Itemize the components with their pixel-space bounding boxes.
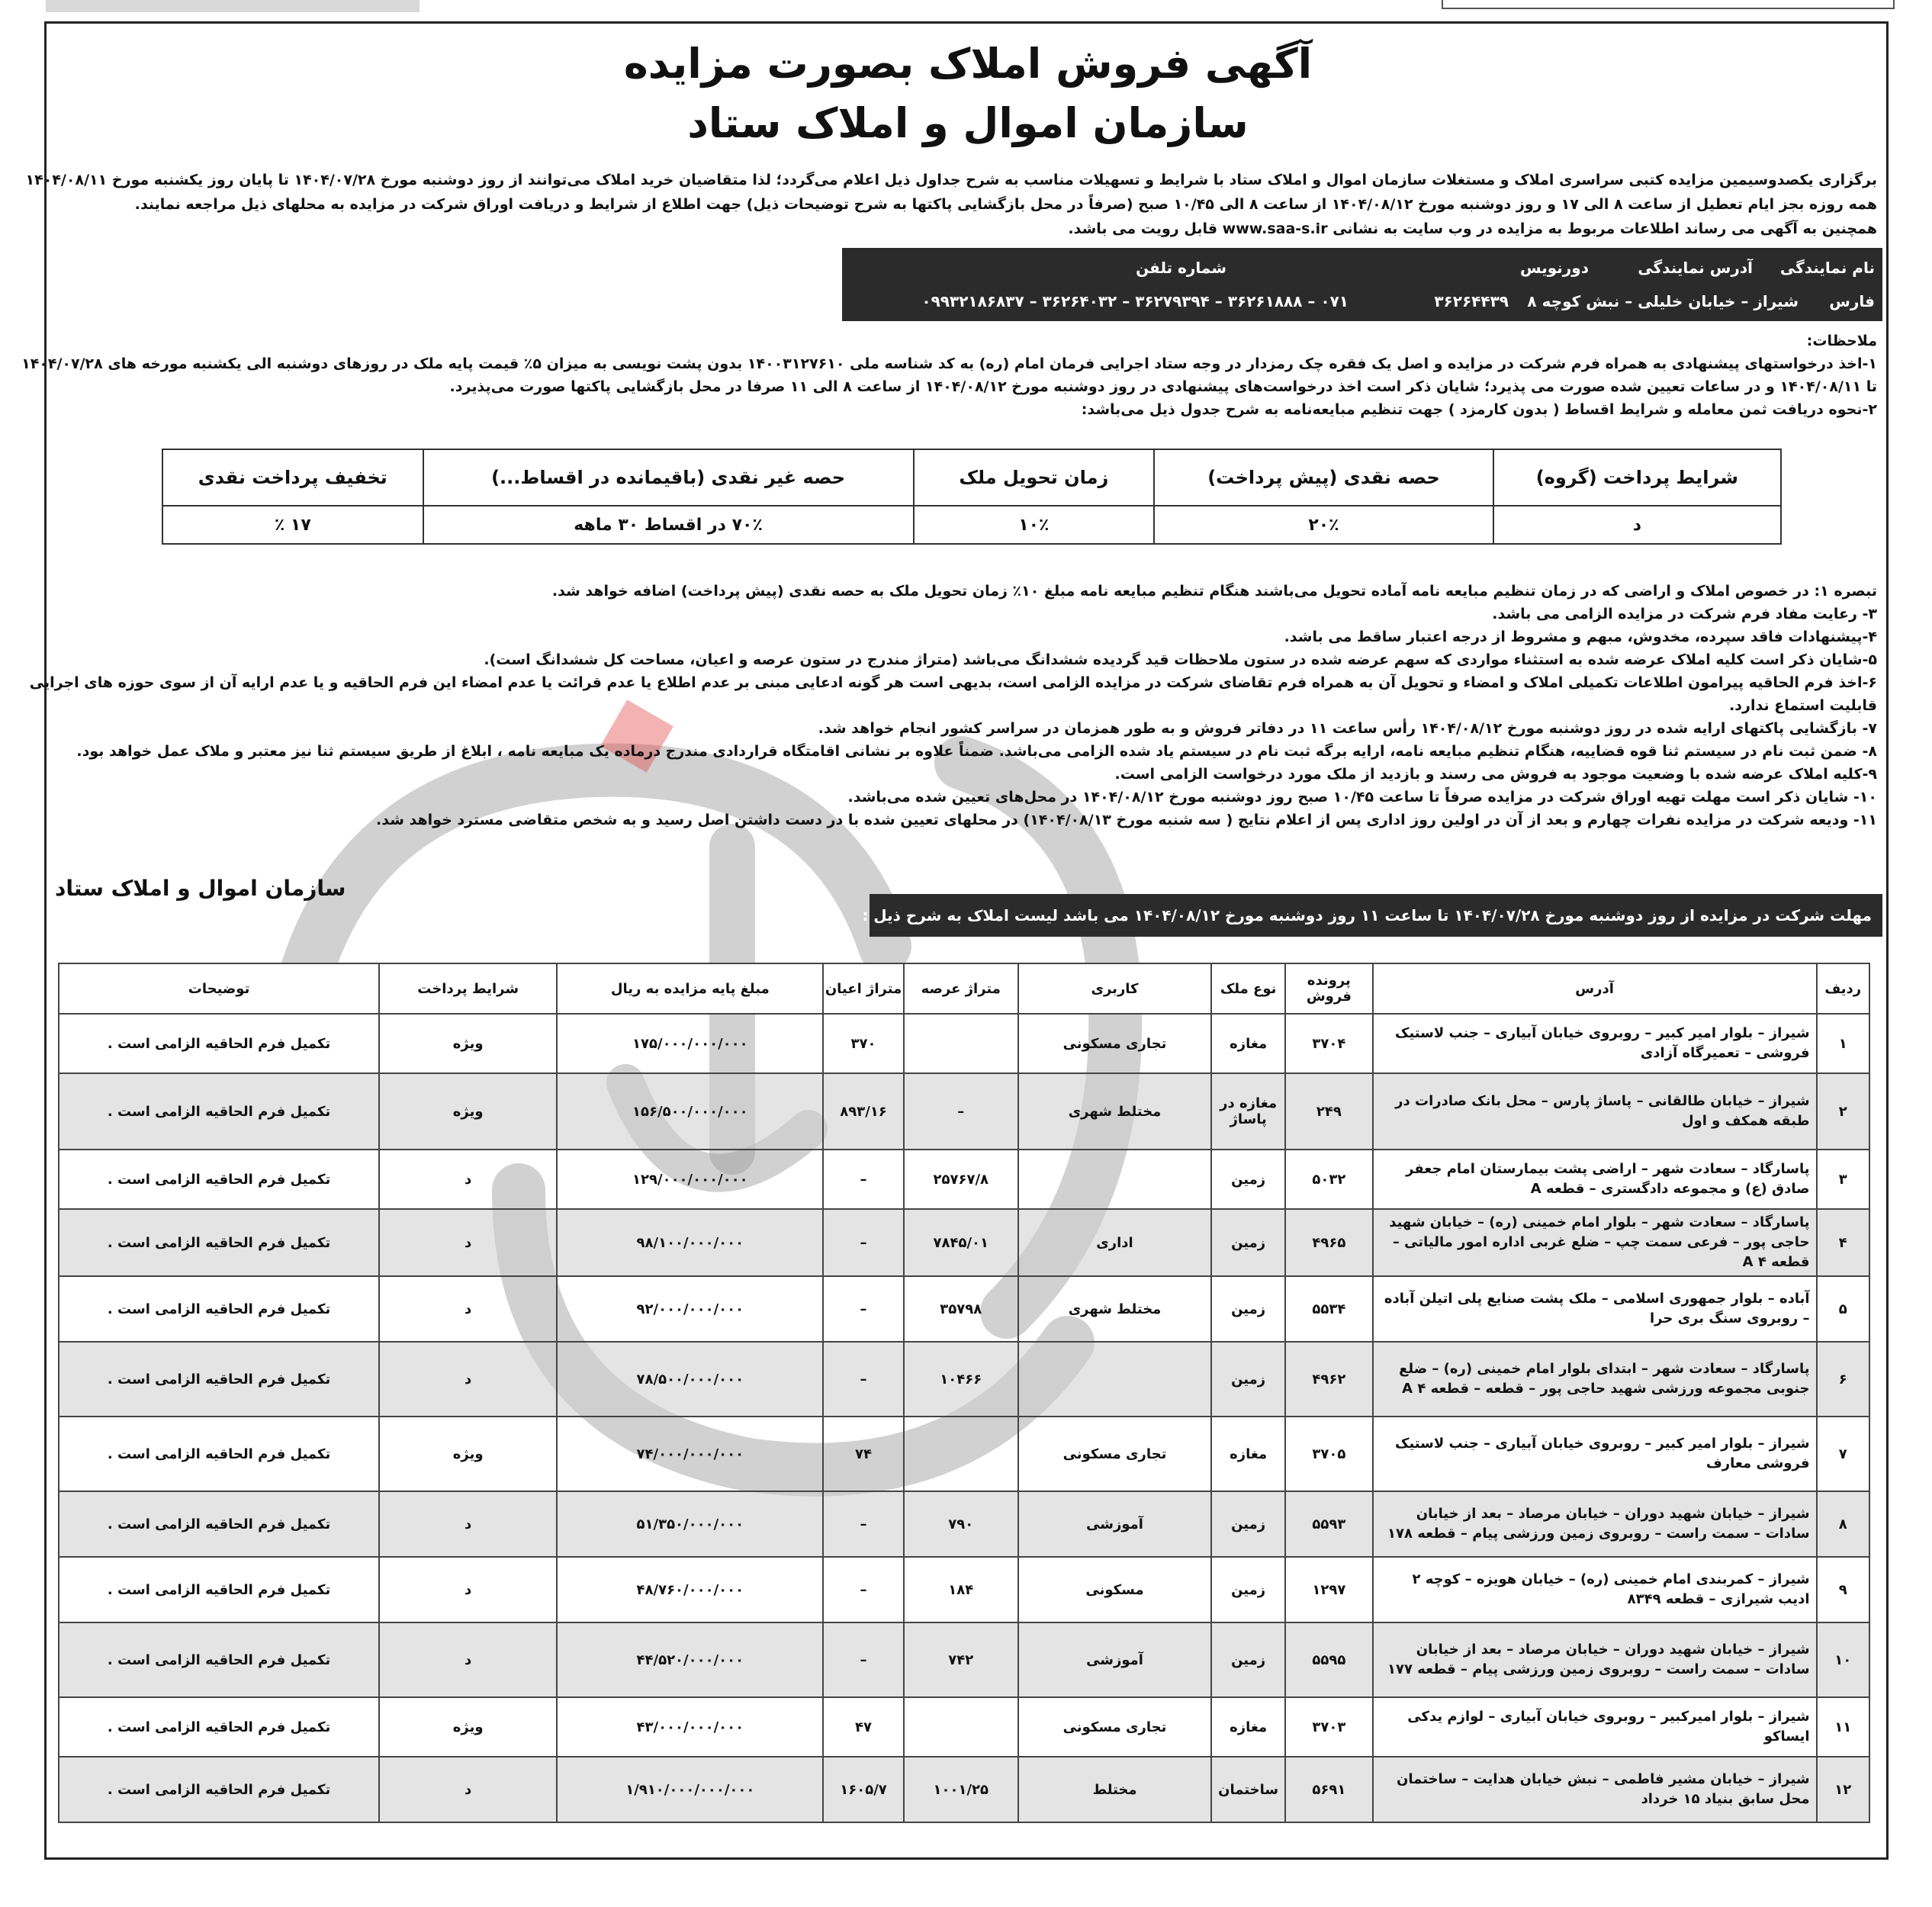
note-line: ۹-کلیه املاک عرضه شده با وضعیت موجود به فروش می رسند و بازدید از ملک مورد درخواست الزامی است.	[1114, 766, 1877, 783]
usage-cell: تجاری مسکونی	[1018, 1697, 1211, 1757]
property-type-cell: زمین	[1211, 1150, 1285, 1209]
description-cell: تکمیل فرم الحاقیه الزامی است .	[59, 1150, 379, 1209]
row-number-cell: ۳	[1817, 1150, 1869, 1209]
payment-header-row	[162, 449, 1781, 506]
sale-file-cell: ۵۵۹۳	[1285, 1491, 1372, 1557]
sale-file-cell: ۵۵۳۴	[1285, 1276, 1372, 1342]
listing-header: نوع ملک	[1211, 963, 1285, 1014]
sale-file-cell: ۳۷۰۵	[1285, 1417, 1372, 1491]
agency-address-header: آدرس نمایندگی	[1638, 259, 1753, 277]
description-cell: تکمیل فرم الحاقیه الزامی است .	[59, 1276, 379, 1342]
sale-file-cell: ۲۴۹	[1285, 1073, 1372, 1150]
payment-terms-cell: د	[379, 1622, 557, 1697]
description-cell: تکمیل فرم الحاقیه الزامی است .	[59, 1014, 379, 1073]
building-area-cell: –	[823, 1557, 903, 1622]
agency-phone: ۰۷۱ – ۳۶۲۶۱۸۸۸ – ۳۶۲۷۹۳۹۴ – ۳۶۲۶۴۰۳۲ – ۰۹۹۳۲۱۸۶۸۳۷	[921, 292, 1349, 310]
building-area-cell: ۴۷	[823, 1697, 903, 1757]
row-number-cell: ۱۱	[1817, 1697, 1869, 1757]
land-area-cell: ۱۰۰۱/۲۵	[904, 1757, 1018, 1822]
payment-terms-cell: د	[379, 1557, 557, 1622]
table-row	[59, 1417, 1869, 1491]
note-line: ۱-اخذ درخواستهای پیشنهادی به همراه فرم شرکت در مزایده و اصل یک فقره چک رمزدار در وجه ستاد اجرایی فرمان امام (ره) به کد شناسه ملی ۱۴۰۰۳۱۲۷۶۱۰ بدون پشت نویسی به میزان ۵٪ قیمت پایه ملک در روزهای دوشنبه الی یکشنبه مورخه های ۱۴۰۴/۰۷/۲۸	[21, 355, 1877, 372]
land-area-cell: ۷۸۴۵/۰۱	[904, 1209, 1018, 1276]
payment-data-row	[162, 506, 1781, 544]
property-type-cell: مغازه	[1211, 1417, 1285, 1491]
note-line: ۱۱- ودیعه شرکت در مزایده نفرات چهارم و بعد از آن در اولین روز اداری پس از اعلام نتایج ( سه شنبه مورخ ۱۴۰۴/۰۸/۱۳) در محلهای تعیین شده با در دست داشتن اصل رسید و به شخص متقاضی مسترد خواهد شد.	[376, 812, 1877, 828]
property-type-cell: مغازه	[1211, 1697, 1285, 1757]
land-area-cell	[904, 1417, 1018, 1491]
listing-body	[59, 1014, 1869, 1822]
agency-name-header: نام نمایندگی	[1779, 259, 1875, 277]
building-area-cell: –	[823, 1342, 903, 1417]
usage-cell: تجاری مسکونی	[1018, 1014, 1211, 1073]
payment-terms-cell: د	[379, 1342, 557, 1417]
sale-file-cell: ۱۲۹۷	[1285, 1557, 1372, 1622]
usage-cell: تجاری مسکونی	[1018, 1417, 1211, 1491]
payment-cell: ۱۰٪	[914, 506, 1155, 544]
base-price-cell: ۹۲/۰۰۰/۰۰۰/۰۰۰	[557, 1276, 823, 1342]
description-cell: تکمیل فرم الحاقیه الزامی است .	[59, 1073, 379, 1150]
address-cell: پاسارگاد – سعادت شهر – بلوار امام خمینی (ره) – خیابان شهید حاجی پور – فرعی سمت چپ – ضلع غربی اداره امور مالیاتی – قطعه ۴ A	[1373, 1209, 1817, 1276]
intro-line: همه روزه بجز ایام تعطیل از ساعت ۸ الی ۱۷ و روز دوشنبه مورخ ۱۴۰۴/۰۸/۱۲ از ساعت ۸ الی ۱۰/۴۵ صبح (صرفاً در محل بازگشایی پاکتها به شرح توضیحات ذیل) جهت اطلاع از شرایط و دریافت اوراق شرکت در مزایده به محلهای ذیل مراجعه نمایند.	[134, 196, 1877, 213]
listing-header: ردیف	[1817, 963, 1869, 1014]
top-grey-bar	[46, 0, 420, 12]
land-area-cell: –	[904, 1073, 1018, 1150]
payment-header: شرایط پرداخت (گروه)	[1493, 449, 1781, 506]
row-number-cell: ۵	[1817, 1276, 1869, 1342]
top-strip	[0, 0, 1932, 15]
payment-cell: د	[1493, 506, 1781, 544]
building-area-cell: –	[823, 1150, 903, 1209]
payment-header: حصه نقدی (پیش پرداخت)	[1154, 449, 1493, 506]
note-line: ۸- ضمن ثبت نام در سیستم ثنا قوه قضاییه، هنگام تنظیم مبایعه نامه، ارایه برگه ثبت نام در سیستم یاد شده الزامی می‌باشد. ضمناً علاوه بر نشانی اقامتگاه قراردادی مندرج درماده یک مبایعه نامه ، ابلاغ از طریق سیستم ثنا نیز معتبر و ملاک عمل خواهد بود.	[76, 743, 1877, 760]
listing-header: کاربری	[1018, 963, 1211, 1014]
description-cell: تکمیل فرم الحاقیه الزامی است .	[59, 1417, 379, 1491]
note-line: ۱۰- شایان ذکر است مهلت تهیه اوراق شرکت در مزایده صرفاً تا ساعت ۱۰/۴۵ صبح روز دوشنبه مورخ ۱۴۰۴/۰۸/۱۲ در محل‌های تعیین شده می‌باشد.	[847, 789, 1877, 806]
table-row	[59, 1697, 1869, 1757]
sale-file-cell: ۵۰۳۲	[1285, 1150, 1372, 1209]
payment-header: حصه غیر نقدی (باقیمانده در اقساط...)	[423, 449, 914, 506]
agency-address: شیراز – خیابان خلیلی – نبش کوچه ۸	[1527, 292, 1799, 310]
address-cell: شیراز – خیابان مشیر فاطمی – نبش خیابان هدایت – ساختمان محل سابق بنیاد ۱۵ خرداد	[1373, 1757, 1817, 1822]
building-area-cell: –	[823, 1276, 903, 1342]
usage-cell: مختلط	[1018, 1757, 1211, 1822]
usage-cell	[1018, 1342, 1211, 1417]
notes-block	[21, 330, 1877, 421]
note-line: ۵-شایان ذکر است کلیه املاک عرضه شده به استثناء مواردی که سهم عرضه شده در ستون ملاحظات قید گردیده ششدانگ می‌باشد (متراژ مندرج در ستون عرصه و اعیان، مساحت کل ششدانگ است).	[484, 651, 1877, 668]
sale-file-cell: ۵۶۹۱	[1285, 1757, 1372, 1822]
property-type-cell: زمین	[1211, 1276, 1285, 1342]
description-cell: تکمیل فرم الحاقیه الزامی است .	[59, 1757, 379, 1822]
description-cell: تکمیل فرم الحاقیه الزامی است .	[59, 1209, 379, 1276]
listing-header: شرایط پرداخت	[379, 963, 557, 1014]
agency-fax-header: دورنویس	[1519, 259, 1589, 277]
agency-name: فارس	[1829, 292, 1875, 310]
payment-cell: ۱۷ ٪	[162, 506, 423, 544]
listing-header: مبلغ پایه مزایده به ریال	[557, 963, 823, 1014]
note-line: قابلیت استماع ندارد.	[1729, 697, 1877, 714]
address-cell: شیراز – خیابان شهید دوران – خیابان مرصاد – بعد از خیابان سادات – سمت راست – روبروی زمین ورزشی پیام – قطعه ۱۷۸	[1373, 1491, 1817, 1557]
sale-file-cell: ۳۷۰۳	[1285, 1697, 1372, 1757]
agency-header-row	[842, 251, 1882, 285]
agency-data-row	[842, 285, 1882, 318]
table-row	[59, 1209, 1869, 1276]
address-cell: شیراز – کمربندی امام خمینی (ره) – خیابان هویزه – کوچه ۲ ادیب شیرازی – قطعه ۸۳۴۹	[1373, 1557, 1817, 1622]
note-line: ۴-پیشنهادات فاقد سپرده، مخدوش، مبهم و مشروط از درجه اعتبار ساقط می باشد.	[1284, 629, 1877, 645]
sale-file-cell: ۳۷۰۴	[1285, 1014, 1372, 1073]
payment-terms-cell: ویژه	[379, 1073, 557, 1150]
row-number-cell: ۴	[1817, 1209, 1869, 1276]
building-area-cell: –	[823, 1209, 903, 1276]
base-price-cell: ۷۸/۵۰۰/۰۰۰/۰۰۰	[557, 1342, 823, 1417]
base-price-cell: ۴۸/۷۶۰/۰۰۰/۰۰۰	[557, 1557, 823, 1622]
listing-header: توضیحات	[59, 963, 379, 1014]
description-cell: تکمیل فرم الحاقیه الزامی است .	[59, 1622, 379, 1697]
building-area-cell: –	[823, 1491, 903, 1557]
building-area-cell: –	[823, 1622, 903, 1697]
base-price-cell: ۱۲۹/۰۰۰/۰۰۰/۰۰۰	[557, 1150, 823, 1209]
property-type-cell: زمین	[1211, 1557, 1285, 1622]
property-type-cell: زمین	[1211, 1491, 1285, 1557]
table-row	[59, 1757, 1869, 1822]
listing-header-row	[59, 963, 1869, 1014]
payment-terms-cell: ویژه	[379, 1417, 557, 1491]
payment-header: زمان تحویل ملک	[914, 449, 1155, 506]
listing-header: پرونده فروش	[1285, 963, 1372, 1014]
base-price-cell: ۴۳/۰۰۰/۰۰۰/۰۰۰	[557, 1697, 823, 1757]
notes-continued	[29, 580, 1877, 831]
payment-terms-cell: ویژه	[379, 1014, 557, 1073]
description-cell: تکمیل فرم الحاقیه الزامی است .	[59, 1491, 379, 1557]
usage-cell: مسکونی	[1018, 1557, 1211, 1622]
usage-cell: اداری	[1018, 1209, 1211, 1276]
address-cell: شیراز – بلوار امیر کبیر – روبروی خیابان آبیاری – جنب لاستیک فروشی معارف	[1373, 1417, 1817, 1491]
base-price-cell: ۱۵۶/۵۰۰/۰۰۰/۰۰۰	[557, 1073, 823, 1150]
usage-cell	[1018, 1150, 1211, 1209]
property-type-cell: مغازه در پاساژ	[1211, 1073, 1285, 1150]
payment-terms-cell: د	[379, 1757, 557, 1822]
description-cell: تکمیل فرم الحاقیه الزامی است .	[59, 1557, 379, 1622]
ad-subtitle: سازمان اموال و املاک ستاد	[687, 99, 1249, 147]
table-row	[59, 1342, 1869, 1417]
property-listing-table	[58, 963, 1870, 1823]
payment-terms-cell: د	[379, 1150, 557, 1209]
land-area-cell	[904, 1697, 1018, 1757]
row-number-cell: ۸	[1817, 1491, 1869, 1557]
row-number-cell: ۱۰	[1817, 1622, 1869, 1697]
land-area-cell: ۱۰۴۶۶	[904, 1342, 1018, 1417]
row-number-cell: ۹	[1817, 1557, 1869, 1622]
land-area-cell	[904, 1014, 1018, 1073]
table-row	[59, 1491, 1869, 1557]
base-price-cell: ۵۱/۳۵۰/۰۰۰/۰۰۰	[557, 1491, 823, 1557]
sale-file-cell: ۴۹۶۵	[1285, 1209, 1372, 1276]
address-cell: شیراز – خیابان طالقانی – پاساژ پارس – محل بانک صادرات در طبقه همکف و اول	[1373, 1073, 1817, 1150]
usage-cell: مختلط شهری	[1018, 1073, 1211, 1150]
table-row	[59, 1622, 1869, 1697]
building-area-cell: ۱۶۰۵/۷	[823, 1757, 903, 1822]
property-type-cell: ساختمان	[1211, 1757, 1285, 1822]
intro-text	[25, 168, 1877, 241]
listing-header: متراژ عرصه	[904, 963, 1018, 1014]
base-price-cell: ۹۸/۱۰۰/۰۰۰/۰۰۰	[557, 1209, 823, 1276]
table-row	[59, 1073, 1869, 1150]
base-price-cell: ۱۷۵/۰۰۰/۰۰۰/۰۰۰	[557, 1014, 823, 1073]
note-line: ۷- بازگشایی پاکتهای ارایه شده در روز دوشنبه مورخ ۱۴۰۴/۰۸/۱۲ رأس ساعت ۱۱ در دفاتر فروش و به طور همزمان در سراسر کشور انجام خواهد شد.	[818, 720, 1877, 737]
building-area-cell: ۳۷۰	[823, 1014, 903, 1073]
listing-header: آدرس	[1373, 963, 1817, 1014]
property-type-cell: زمین	[1211, 1622, 1285, 1697]
ad-title: آگهی فروش املاک بصورت مزایده	[623, 40, 1313, 88]
property-type-cell: مغازه	[1211, 1014, 1285, 1073]
row-number-cell: ۷	[1817, 1417, 1869, 1491]
intro-line: برگزاری یکصدوسیمین مزایده کتبی سراسری املاک و مستغلات سازمان اموال و املاک ستاد با شرایط و تسهیلات مناسب به شرح جداول ذیل اعلام می‌گردد؛ لذا متقاضیان خرید املاک می‌توانند از روز دوشنبه مورخ ۱۴۰۴/۰۷/۲۸ تا پایان روز یکشنبه مورخ ۱۴۰۴/۰۸/۱۱	[25, 172, 1877, 188]
table-row	[59, 1150, 1869, 1209]
table-row	[59, 1014, 1869, 1073]
address-cell: شیراز – خیابان شهید دوران – خیابان مرصاد – بعد از خیابان سادات – سمت راست – روبروی زمین ورزشی پیام – قطعه ۱۷۷	[1373, 1622, 1817, 1697]
note-line: ۲-نحوه دریافت ثمن معامله و شرایط اقساط ( بدون کارمزد ) جهت تنظیم مبایعه‌نامه به شرح جدول ذیل می‌باشد:	[1081, 401, 1877, 418]
payment-terms-cell: د	[379, 1209, 557, 1276]
agency-fax: ۳۶۲۶۴۴۳۹	[1434, 292, 1509, 310]
base-price-cell: ۷۴/۰۰۰/۰۰۰/۰۰۰	[557, 1417, 823, 1491]
top-box	[1442, 0, 1895, 9]
agency-band	[842, 248, 1882, 321]
land-area-cell: ۷۹۰	[904, 1491, 1018, 1557]
payment-terms-table	[162, 449, 1782, 545]
sale-file-cell: ۴۹۶۲	[1285, 1342, 1372, 1417]
payment-terms-cell: ویژه	[379, 1697, 557, 1757]
table-row	[59, 1557, 1869, 1622]
deadline-band: مهلت شرکت در مزایده از روز دوشنبه مورخ ۱۴۰۴/۰۷/۲۸ تا ساعت ۱۱ روز دوشنبه مورخ ۱۴۰۴/۰۸/۱۲ می باشد لیست املاک به شرح ذیل :	[870, 894, 1882, 937]
row-number-cell: ۱۲	[1817, 1757, 1869, 1822]
table-row	[59, 1276, 1869, 1342]
property-type-cell: زمین	[1211, 1209, 1285, 1276]
org-label: سازمان اموال و املاک ستاد	[55, 876, 346, 901]
agency-phone-header: شماره تلفن	[1136, 259, 1226, 277]
payment-cell: ۲۰٪	[1154, 506, 1493, 544]
land-area-cell: ۲۵۷۶۷/۸	[904, 1150, 1018, 1209]
row-number-cell: ۶	[1817, 1342, 1869, 1417]
building-area-cell: ۸۹۳/۱۶	[823, 1073, 903, 1150]
payment-header: تخفیف پرداخت نقدی	[162, 449, 423, 506]
base-price-cell: ۱/۹۱۰/۰۰۰/۰۰۰/۰۰۰	[557, 1757, 823, 1822]
intro-line: همچنین به آگهی می رساند اطلاعات مربوط به مزایده در وب سایت به نشانی www.saa-s.ir قابل رویت می باشد.	[1068, 220, 1877, 237]
note-line: تا ۱۴۰۴/۰۸/۱۱ و در ساعات تعیین شده صورت می پذیرد؛ شایان ذکر است اخذ درخواست‌های پیشنهادی در روز دوشنبه مورخ ۱۴۰۴/۰۸/۱۲ از ساعت ۸ الی ۱۱ صرفا در محل بازگشایی پاکتها صورت می‌پذیرد.	[449, 378, 1877, 395]
notes-title: ملاحظات:	[1806, 333, 1877, 349]
usage-cell: آموزشی	[1018, 1622, 1211, 1697]
building-area-cell: ۷۴	[823, 1417, 903, 1491]
property-type-cell: زمین	[1211, 1342, 1285, 1417]
usage-cell: آموزشی	[1018, 1491, 1211, 1557]
sale-file-cell: ۵۵۹۵	[1285, 1622, 1372, 1697]
payment-terms-cell: د	[379, 1491, 557, 1557]
row-number-cell: ۱	[1817, 1014, 1869, 1073]
address-cell: شیراز – بلوار امیرکبیر – روبروی خیابان آبیاری – لوازم یدکی ایساکو	[1373, 1697, 1817, 1757]
note-line: تبصره ۱: در خصوص املاک و اراضی که در زمان تنظیم مبایعه نامه آماده تحویل می‌باشند هنگام تنظیم مبایعه نامه مبلغ ۱۰٪ زمان تحویل ملک به حصه نقدی (پیش پرداخت) اضافه خواهد شد.	[551, 583, 1877, 600]
address-cell: پاسارگاد – سعادت شهر – ابتدای بلوار امام خمینی (ره) – ضلع جنوبی مجموعه ورزشی شهید حاجی پور – قطعه – قطعه ۴ A	[1373, 1342, 1817, 1417]
address-cell: شیراز – بلوار امیر کبیر – روبروی خیابان آبیاری – جنب لاستیک فروشی – تعمیرگاه آزادی	[1373, 1014, 1817, 1073]
payment-terms-cell: د	[379, 1276, 557, 1342]
base-price-cell: ۴۴/۵۲۰/۰۰۰/۰۰۰	[557, 1622, 823, 1697]
description-cell: تکمیل فرم الحاقیه الزامی است .	[59, 1342, 379, 1417]
address-cell: پاسارگاد – سعادت شهر – اراضی پشت بیمارستان امام جعفر صادق (ع) و مجموعه دادگستری – قطعه A	[1373, 1150, 1817, 1209]
land-area-cell: ۱۸۴	[904, 1557, 1018, 1622]
address-cell: آباده – بلوار جمهوری اسلامی – ملک پشت صنایع پلی اتیلن آباده – روبروی سنگ بری حرا	[1373, 1276, 1817, 1342]
note-line: ۶-اخذ فرم الحاقیه پیرامون اطلاعات تکمیلی املاک و امضاء و تحویل آن به همراه فرم تقاضای شرکت در مزایده الزامی است، بدیهی است هر گونه ادعایی مبنی بر عدم اطلاع یا عدم قرائت یا عدم امضاء این فرم الحاقیه و یا عدم ارایه آن از سوی حوزه های اجرایی	[29, 674, 1877, 691]
usage-cell: مختلط شهری	[1018, 1276, 1211, 1342]
land-area-cell: ۷۴۲	[904, 1622, 1018, 1697]
row-number-cell: ۲	[1817, 1073, 1869, 1150]
listing-header: متراژ اعیان	[823, 963, 903, 1014]
land-area-cell: ۳۵۷۹۸	[904, 1276, 1018, 1342]
description-cell: تکمیل فرم الحاقیه الزامی است .	[59, 1697, 379, 1757]
payment-cell: ۷۰٪ در اقساط ۳۰ ماهه	[423, 506, 914, 544]
note-line: ۳- رعایت مفاد فرم شرکت در مزایده الزامی می باشد.	[1492, 606, 1877, 622]
